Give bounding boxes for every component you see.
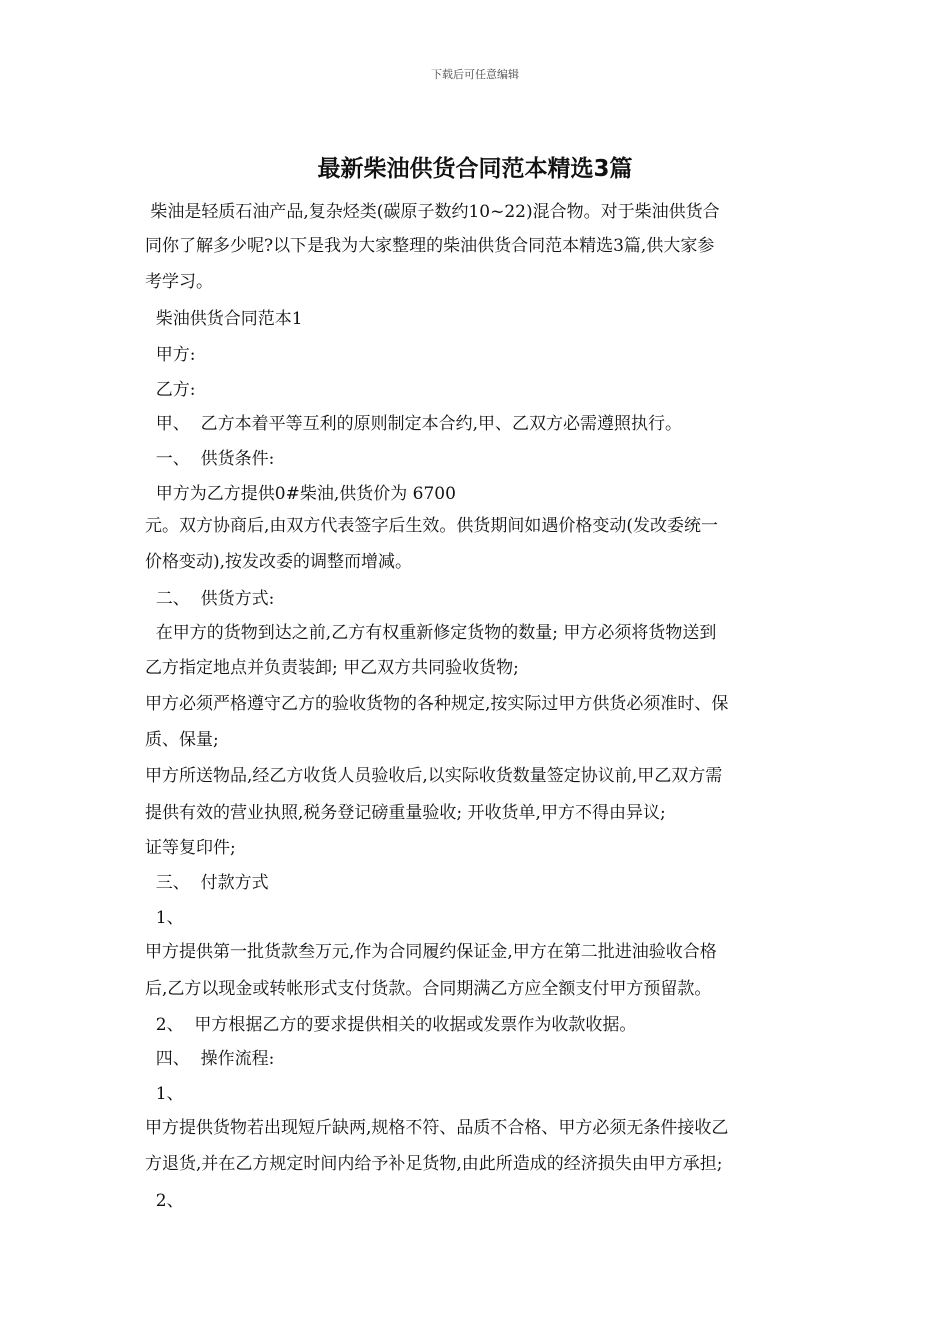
body-line: 提供有效的营业执照,税务登记磅重量验收; 开收货单,甲方不得由异议; [145, 803, 666, 823]
body-line: 2、 甲方根据乙方的要求提供相关的收据或发票作为收款收据。 [145, 1015, 637, 1035]
body-line: 后,乙方以现金或转帐形式支付货款。合同期满乙方应全额支付甲方预留款。 [145, 979, 712, 999]
body-line: 甲方必须严格遵守乙方的验收货物的各种规定,按实际过甲方供货必须准时、保 [145, 694, 729, 714]
body-line: 甲方所送物品,经乙方收货人员验收后,以实际收货数量签定协议前,甲乙双方需 [145, 766, 723, 786]
body-line: 考学习。 [145, 272, 213, 292]
body-line: 方退货,并在乙方规定时间内给予补足货物,由此所造成的经济损失由甲方承担; [145, 1154, 723, 1174]
body-line: 证等复印件; [145, 838, 236, 858]
body-line: 乙方: [145, 380, 196, 400]
body-line: 价格变动),按发改委的调整而增减。 [145, 552, 413, 572]
body-line: 1、 [145, 1084, 184, 1104]
body-line: 甲、 乙方本着平等互利的原则制定本合约,甲、乙双方必需遵照执行。 [145, 414, 683, 434]
body-line: 质、保量; [145, 730, 219, 750]
body-line: 甲方提供货物若出现短斤缺两,规格不符、品质不合格、甲方必须无条件接收乙 [145, 1118, 729, 1138]
document-title: 最新柴油供货合同范本精选3篇 [317, 156, 633, 182]
body-line: 甲方: [145, 345, 196, 365]
body-line: 三、 付款方式 [145, 873, 269, 893]
body-line: 二、 供货方式: [145, 589, 275, 609]
body-line: 同你了解多少呢?以下是我为大家整理的柴油供货合同范本精选3篇,供大家参 [145, 236, 715, 256]
body-line: 甲方为乙方提供0#柴油,供货价为 6700 [145, 484, 456, 504]
body-line: 柴油是轻质石油产品,复杂烃类(碳原子数约10~22)混合物。对于柴油供货合 [145, 202, 720, 222]
body-line: 2、 [145, 1191, 184, 1211]
body-line: 元。双方协商后,由双方代表签字后生效。供货期间如遇价格变动(发改委统一 [145, 516, 719, 536]
body-line: 在甲方的货物到达之前,乙方有权重新修定货物的数量; 甲方必须将货物送到 [145, 623, 717, 643]
body-line: 1、 [145, 908, 184, 928]
body-line: 乙方指定地点并负责装卸; 甲乙双方共同验收货物; [145, 658, 519, 678]
body-line: 甲方提供第一批货款叁万元,作为合同履约保证金,甲方在第二批进油验收合格 [145, 942, 717, 962]
body-line: 一、 供货条件: [145, 449, 275, 469]
header-note: 下载后可任意编辑 [431, 68, 519, 81]
body-line: 四、 操作流程: [145, 1049, 275, 1069]
body-line: 柴油供货合同范本1 [145, 309, 303, 329]
